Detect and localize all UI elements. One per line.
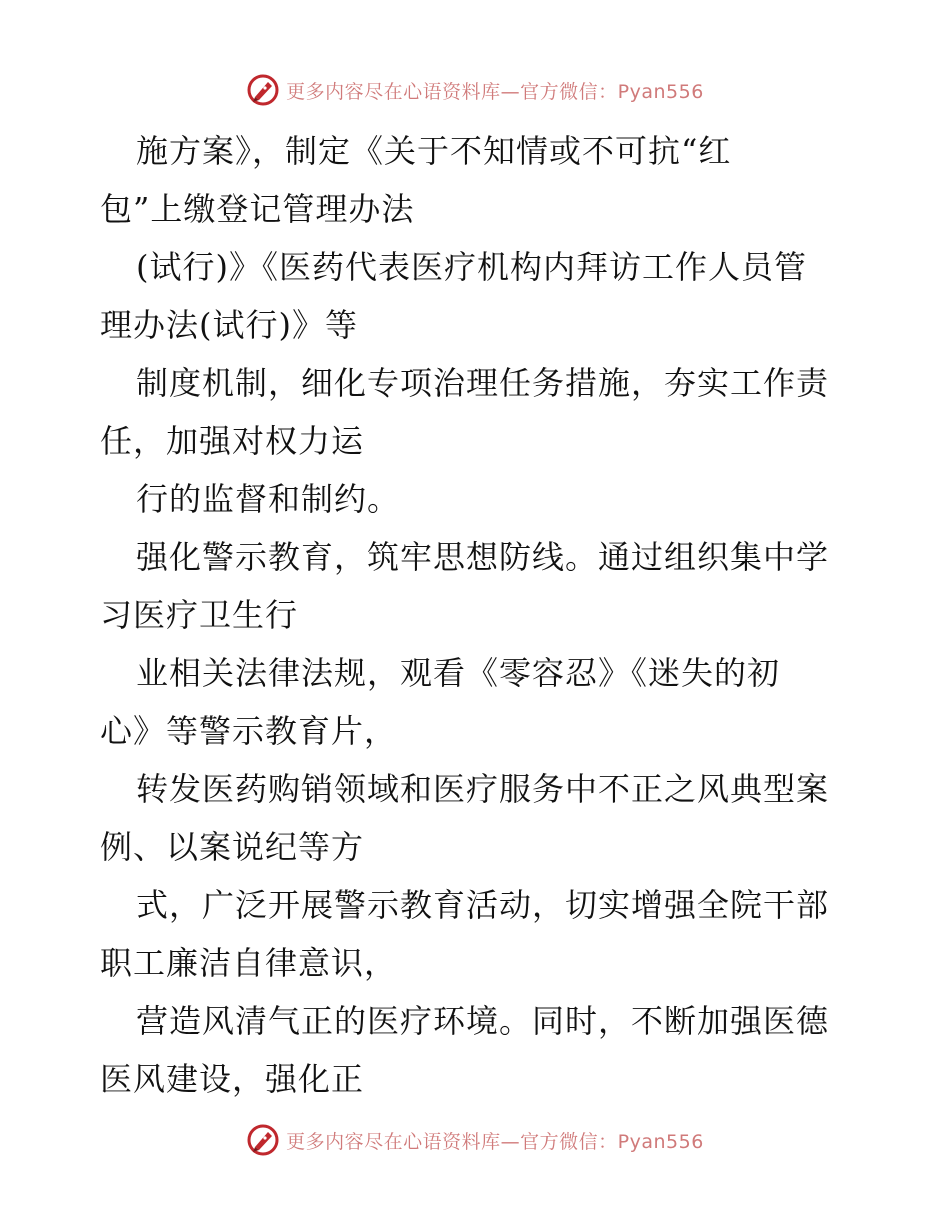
text-line: 转发医药购销领域和医疗服务中不正之风典型案: [136, 770, 830, 808]
text-line: 心》等警示教育片，: [100, 712, 398, 750]
text-line: 职工廉洁自律意识，: [100, 944, 398, 982]
pen-nib-logo-icon: [246, 73, 280, 107]
header-banner-text: 更多内容尽在心语资料库—官方微信：Pyan556: [286, 80, 704, 103]
footer-banner: [0, 1120, 950, 1160]
text-line: 例、以案说纪等方: [100, 828, 365, 866]
text-line: 任，加强对权力运: [100, 422, 365, 460]
text-line: 施方案》，制定《关于不知情或不可抗“红: [136, 132, 732, 170]
text-line: 营造风清气正的医疗环境。同时，不断加强医德: [136, 1002, 830, 1040]
footer-banner-text: 更多内容尽在心语资料库—官方微信：Pyan556: [286, 1130, 704, 1153]
header-banner: [0, 70, 950, 110]
text-line: 强化警示教育，筑牢思想防线。通过组织集中学: [136, 538, 830, 576]
pen-nib-logo-icon: [246, 1123, 280, 1157]
text-line: 包”上缴登记管理办法: [100, 190, 415, 228]
text-line: 医风建设，强化正: [100, 1060, 365, 1098]
text-line: 理办法(试行)》等: [100, 306, 358, 344]
text-line: (试行)》《医药代表医疗机构内拜访工作人员管: [136, 248, 807, 286]
text-line: 行的监督和制约。: [136, 480, 401, 518]
text-line: 业相关法律法规，观看《零容忍》《迷失的初: [136, 654, 781, 692]
document-body: [100, 122, 860, 1108]
text-line: 式，广泛开展警示教育活动，切实增强全院干部: [136, 886, 830, 924]
text-line: 制度机制，细化专项治理任务措施，夯实工作责: [136, 364, 830, 402]
text-line: 习医疗卫生行: [100, 596, 299, 634]
